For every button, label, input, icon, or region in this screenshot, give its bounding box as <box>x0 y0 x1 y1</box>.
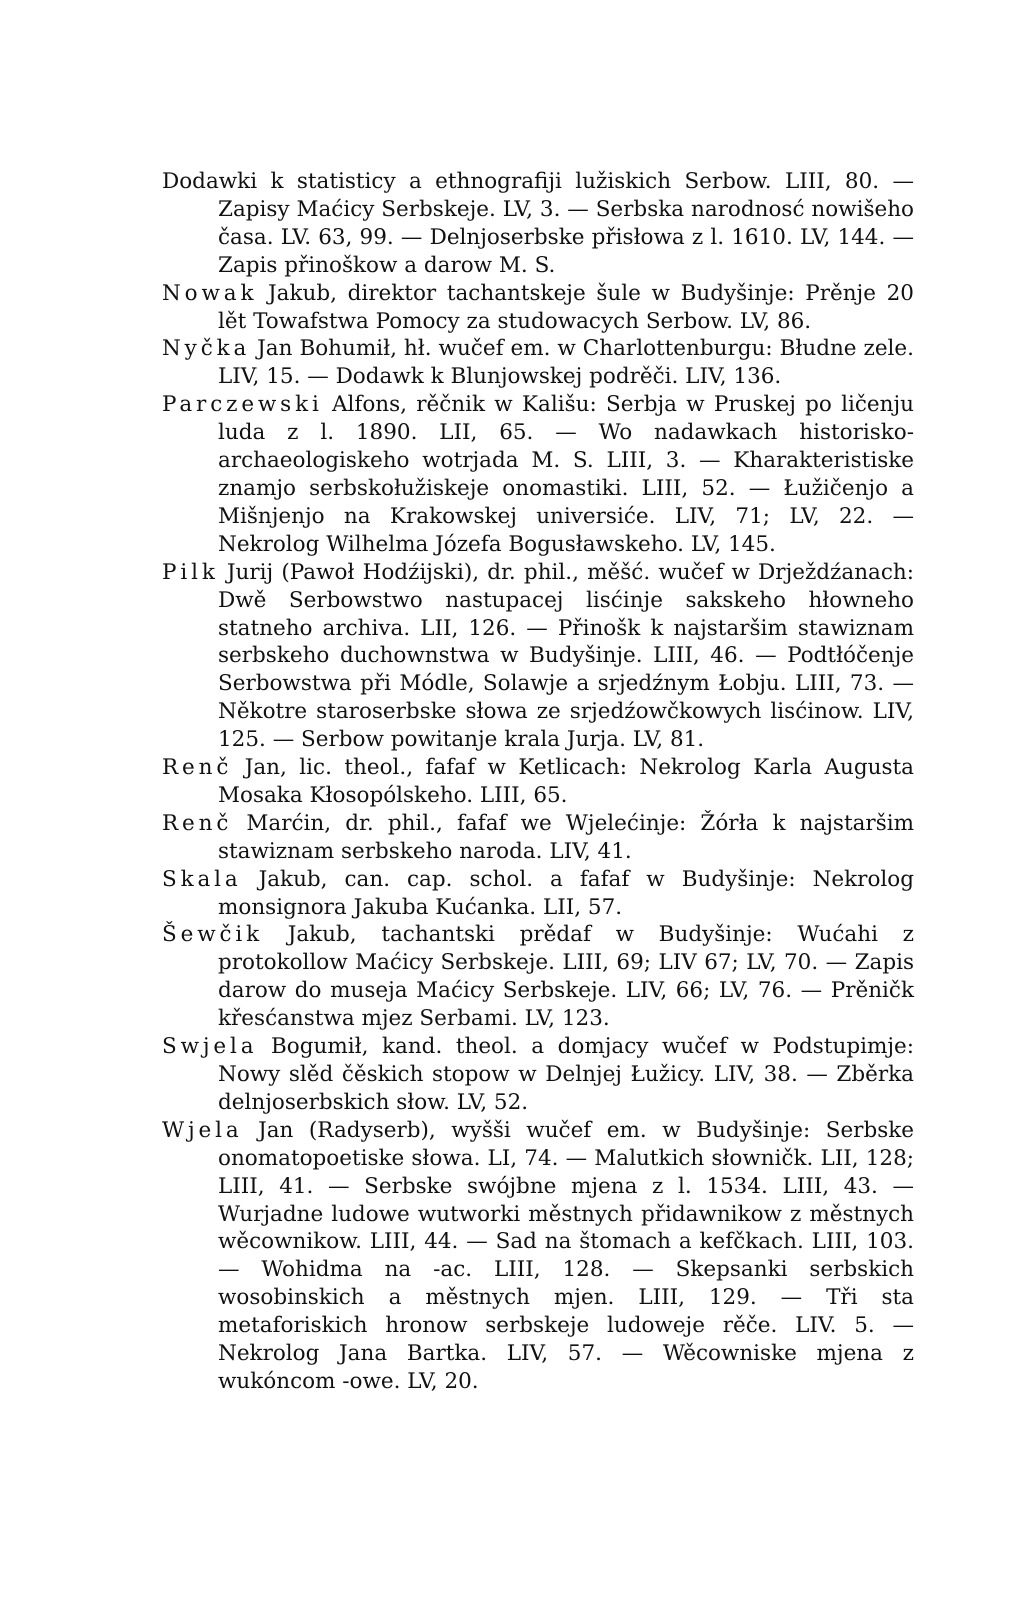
entry-author: Skala <box>162 866 242 892</box>
entry-text: Dodawki k statisticy a ethnografiji lužiskich Serbow. LIII, 80. — Zapisy Maćicy Serbskeje. LV, 3. — Serbska narodnosć nowišeho časa. LV. 63, 99. — Delnjoserbske přisłowa z l. 1610. LV, 144. — Zapis přinoškow a darow M. S. <box>162 169 914 278</box>
entry-author: Renč <box>162 810 233 836</box>
index-entry-skala <box>162 866 914 922</box>
index-entry-pilk <box>162 559 914 754</box>
entry-text: Marćin, dr. phil., fafaf we Wjelećinje: Žórła k najstaršim stawiznam serbskeho naroda. LIV, 41. <box>218 810 914 864</box>
entry-text: Alfons, rěčnik w Kališu: Serbja w Pruskej po ličenju luda z l. 1890. LII, 65. — Wo nadawkach historisko-archaeologiskeho wotrjada M. S. LIII, 3. — Kharakteristiske znamjo serbskołužiskeje onomastiki. LIII, 52. — Łužičenjo a Mišnjenjo na Krakowskej universiće. LIV, 71; LV, 22. — Nekrolog Wilhelma Józefa Bogusławskeho. LV, 145. <box>218 392 914 557</box>
index-page-text <box>162 168 914 1396</box>
entry-text: Jan (Radyserb), wyšši wučef em. w Budyšinje: Serbske onomatopoetiske słowa. LI, 74. — Malutkich słowničk. LII, 128; LIII, 41. — Serbske swójbne mjena z l. 1534. LIII, 43. — Wurjadne ludowe wutworki městnych přidawnikow z městnych wěcownikow. LIII, 44. — Sad na štomach a kefčkach. LIII, 103. — Wohidma na -ac. LIII, 128. — Skepsanki serbskich wosobinskich a městnych mjen. LIII, 129. — Tři sta metaforiskich hronow serbskeje ludoweje rěče. LIV. 5. — Nekrolog Jana Bartka. LIV, 57. — Wěcowniske mjena z wukóncom -owe. LV, 20. <box>218 1117 914 1394</box>
index-entry-renc-marcin <box>162 810 914 866</box>
entry-text: Bogumił, kand. theol. a domjacy wučef w Podstupimje: Nowy slěd čěskich stopow w Delnjej Łužicy. LIV, 38. — Zběrka delnjoserbskich słow. LV, 52. <box>218 1034 914 1115</box>
entry-author: Pilk <box>162 559 219 585</box>
index-entry-dodawki <box>162 168 914 280</box>
entry-text: Jakub, direktor tachantskeje šule w Budyšinje: Prěnje 20 lět Towafstwa Pomocy za studowacych Serbow. LV, 86. <box>218 280 914 334</box>
entry-author: Nyčka <box>162 336 251 362</box>
entry-text: Jan, lic. theol., fafaf w Ketlicach: Nekrolog Karla Augusta Mosaka Kłosopólskeho. LIII, 65. <box>218 755 914 808</box>
index-entry-renc-jan <box>162 754 914 810</box>
entry-author: Renč <box>162 755 233 781</box>
entry-text: Jakub, tachantski prědaf w Budyšinje: Wućahi z protokollow Maćicy Serbskeje. LIII, 69; LIV 67; LV, 70. — Zapis darow do museja Maćicy Serbskeje. LIV, 66; LV, 76. — Prěničk křesćanstwa mjez Serbami. LV, 123. <box>218 922 914 1032</box>
entry-text: Jakub, can. cap. schol. a fafaf w Budyšinje: Nekrolog monsignora Jakuba Kućanka. LII, 57. <box>218 866 914 920</box>
entry-author: Šewčik <box>162 922 264 948</box>
entry-author: Parczewski <box>162 392 323 418</box>
index-entry-nowak <box>162 280 914 336</box>
index-entry-sewcik <box>162 921 914 1033</box>
index-entry-swjela <box>162 1033 914 1117</box>
entry-author: Nowak <box>162 280 258 306</box>
index-entry-nycka <box>162 335 914 391</box>
entry-text: Jurij (Pawoł Hodźijski), dr. phil., měšć. wučef w Drježdźanach: Dwě Serbowstwo nastupacej lisćinje sakskeho hłowneho statneho archiva. LII, 126. — Přinošk k najstaršim stawiznam serbskeho duchownstwa w Budyšinje. LIII, 46. — Podtłóčenje Serbowstwa při Módle, Solawje a srjedźnym Łobju. LIII, 73. — Někotre staroserbske słowa ze srjedźowčkowych lisćinow. LIV, 125. — Serbow powitanje krala Jurja. LV, 81. <box>218 559 914 753</box>
index-entry-wjela <box>162 1117 914 1396</box>
entry-author: Swjela <box>162 1034 258 1060</box>
entry-text: Jan Bohumił, hł. wučef em. w Charlottenburgu: Błudne zele. LIV, 15. — Dodawk k Blunjowskej podrěči. LIV, 136. <box>218 336 914 390</box>
entry-author: Wjela <box>162 1117 243 1143</box>
index-entry-parczewski <box>162 391 914 558</box>
